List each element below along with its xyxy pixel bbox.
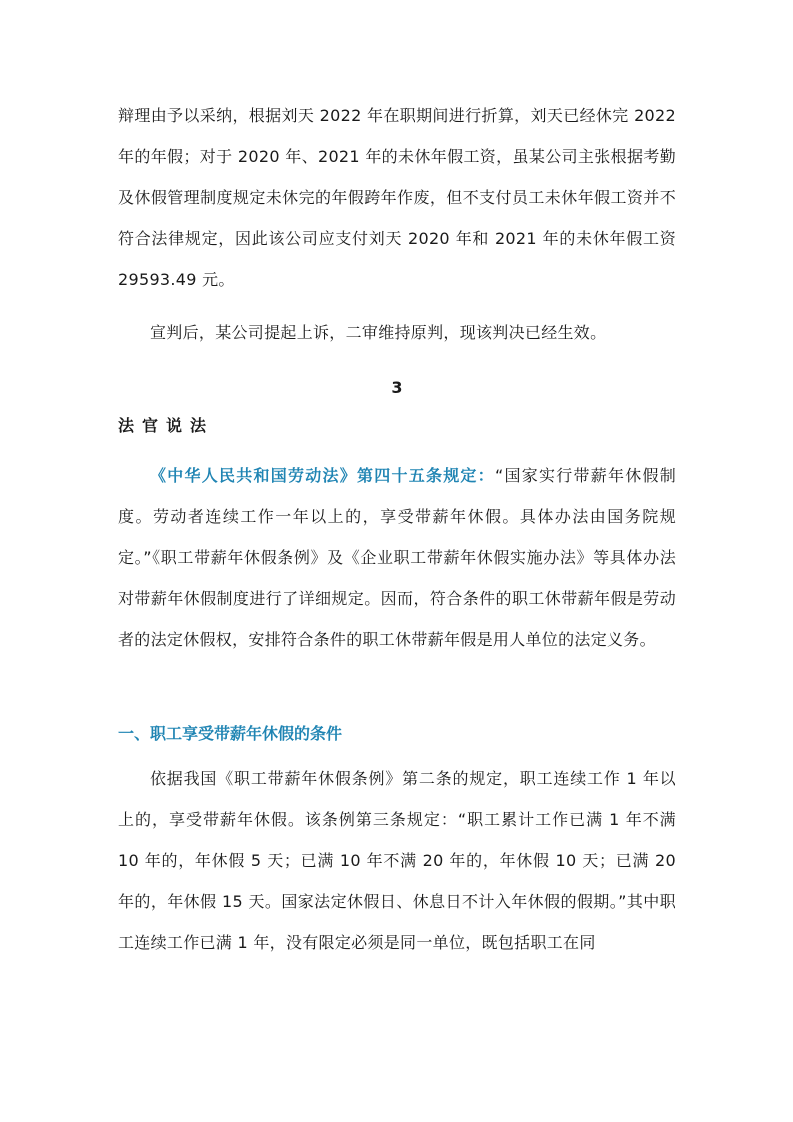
labor-law-text: “国家实行带薪年休假制度。劳动者连续工作一年以上的，享受带薪年休假。具体办法由国务院规定。”《职工带薪年休假条例》及《企业职工带薪年休假实施办法》等具体办法对带薪年休假制度进行了详细规定。因而，符合条件的职工休带薪年假是劳动者的法定休假权，安排符合条件的职工休带薪年假是用人单位的法定义务。 bbox=[118, 466, 676, 649]
paragraph-labor-law bbox=[118, 455, 676, 660]
section-heading: 法官说法 bbox=[118, 416, 215, 435]
paragraph-leave-regulation: 依据我国《职工带薪年休假条例》第二条的规定，职工连续工作 1 年以上的，享受带薪年休假。该条例第三条规定：“职工累计工作已满 1 年不满 10 年的，年休假 5 天；已满 10 年不满 20 年的，年休假 10 天；已满 20 年的，年休假 15 天。国家法定休假日、休息日不计入年休假的假期。”其中职工连续工作已满 1 年，没有限定必须是同一单位，既包括职工在同 bbox=[118, 769, 676, 952]
section-number: 3 bbox=[391, 378, 403, 397]
paragraph-appeal-result: 宣判后，某公司提起上诉，二审维持原判，现该判决已经生效。 bbox=[150, 323, 607, 342]
labor-law-citation: 《中华人民共和国劳动法》第四十五条规定： bbox=[150, 466, 495, 485]
subheading-leave-conditions: 一、职工享受带薪年休假的条件 bbox=[118, 724, 343, 743]
paragraph-judgment-reasoning: 辩理由予以采纳，根据刘天 2022 年在职期间进行折算，刘天已经休完 2022 年的年假；对于 2020 年、2021 年的未休年假工资，虽某公司主张根据考勤及休假管理制度规定未休完的年假跨年作废，但不支付员工未休年假工资并不符合法律规定，因此该公司应支付刘天 2020 年和 2021 年的未休年假工资 29593.49 元。 bbox=[118, 106, 676, 289]
